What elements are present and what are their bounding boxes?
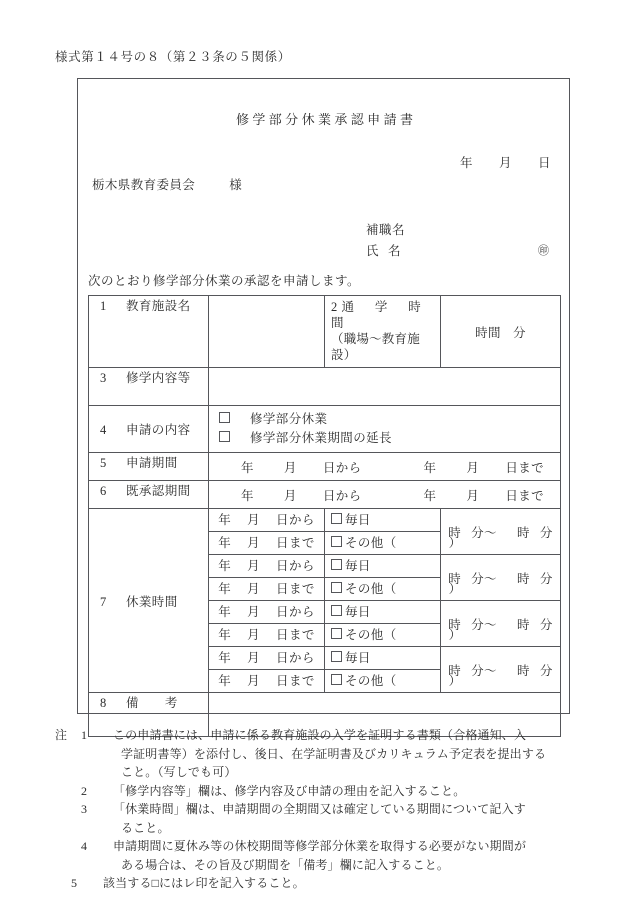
table-row-application-content [89,406,561,453]
label-education-facility [89,296,208,367]
commute-label-line1: 通 学 時 間 [331,300,442,330]
lh2-to-year: 年 [218,582,232,596]
cell-leave-freq-other-4[interactable] [325,670,462,693]
label-application-content [89,420,208,438]
value-commute-time [441,323,560,341]
row-label-1: 教育施設名 [126,299,191,313]
option-row-partial-leave[interactable] [219,410,560,429]
checkbox-other-4-icon[interactable] [331,674,342,685]
cell-label-education-facility [89,296,209,368]
cell-leave-freq-other-2[interactable] [325,578,462,601]
row-label-7: 休業時間 [126,594,178,609]
cell-label-leave-hours [89,509,209,693]
lh4-start-m: 分～ [471,663,497,678]
lh1-other-label: その他（ [345,536,397,550]
applicant-position-label: 補職名 [366,223,406,237]
lh4-start-h: 時 [448,663,462,678]
note-item-1 [55,726,585,782]
lh2-start-h: 時 [448,571,462,586]
lh3-end-h: 時 [516,617,530,632]
note-marker-2: 2 [81,783,88,798]
cell-leave-freq-daily-3[interactable] [325,601,441,624]
cell-leave-date-from-3[interactable] [209,601,325,624]
row-number-6: 6 [100,484,107,498]
lh2-from-day: 日から [276,559,315,573]
lh4-other-close: ） [448,674,462,688]
seal-icon: ㊞ [538,245,550,257]
row-number-5: 5 [100,456,107,470]
value-approved-period [209,486,560,504]
note-item-4 [55,837,585,874]
checkbox-other-2-icon[interactable] [331,582,342,593]
app-period-to-month: 月 [466,460,480,475]
date-month: 月 [498,156,512,170]
cell-label-approved-period [89,481,209,509]
lh4-from-year: 年 [218,651,232,665]
label-commute-time [325,296,440,367]
addressee-name: 栃木県教育委員会 [92,178,196,192]
table-row-application-period [89,453,561,481]
table-row-approved-period [89,481,561,509]
cell-leave-date-from-4[interactable] [209,647,325,670]
lh1-to-day: 日まで [276,536,315,550]
checkbox-partial-leave-icon[interactable] [219,412,230,423]
commute-minute-unit: 分 [512,325,526,340]
leave-date-from-2 [209,555,324,577]
appr-period-to-year: 年 [423,488,437,503]
note-marker-3: 3 [81,802,88,816]
leave-date-from-1 [209,509,324,531]
appr-period-from-year: 年 [241,488,254,503]
row-number-8: 8 [100,696,107,710]
lh4-to-month: 月 [247,674,261,688]
cell-leave-date-to-2[interactable] [209,578,325,601]
leave-freq-daily-4 [325,647,440,669]
note-text-2-line1: 「修学内容等」欄は、修学内容及び申請の理由を記入すること。 [113,783,466,798]
application-table [88,295,561,737]
row-number-4: 4 [100,423,107,437]
lh3-daily-label: 毎日 [345,605,371,619]
checkbox-extension-icon[interactable] [219,431,230,442]
cell-leave-date-from-2[interactable] [209,555,325,578]
lh2-to-month: 月 [247,582,261,596]
commute-hour-unit: 時間 [475,325,501,340]
table-row-leave-hours-1a [89,509,561,532]
lh3-other-label: その他（ [345,628,397,642]
lh4-end-m: 分 [539,663,553,678]
table-row-study-content [89,368,561,406]
row-label-5: 申請期間 [126,456,178,470]
lh2-daily-label: 毎日 [345,559,371,573]
appr-period-to-day: 日まで [505,488,545,503]
applicant-name-row [366,241,550,262]
note-marker-4: 4 [81,839,88,853]
form-number: 様式第１４号の８（第２３条の５関係） [55,50,291,64]
row-number-2: 2 [331,300,342,314]
app-period-from-year: 年 [241,460,254,475]
note-item-2 [55,782,585,801]
label-leave-hours [89,592,208,610]
cell-leave-freq-daily-4[interactable] [325,647,441,670]
lh3-start-h: 時 [448,617,462,632]
lh2-from-year: 年 [218,559,232,573]
lh3-to-day: 日まで [276,628,315,642]
row-label-3: 修学内容等 [126,371,191,385]
note-text-4-line2: ある場合は、その旨及び期間を「備考」欄に記入すること。 [121,857,450,872]
lh1-to-month: 月 [247,536,261,550]
cell-value-application-period[interactable] [209,453,561,481]
leave-freq-other-1 [325,532,462,554]
lh4-other-label: その他（ [345,674,397,688]
note-text-5: 該当する□にはレ印を記入すること。 [103,876,305,890]
lh2-to-day: 日まで [276,582,315,596]
lh1-start-m: 分～ [471,525,497,540]
cell-value-commute-time[interactable] [441,296,561,368]
cell-leave-date-to-4[interactable] [209,670,325,693]
applicant-block [366,220,550,262]
app-period-to-day: 日まで [505,460,545,475]
row-number-3: 3 [100,371,107,385]
applicant-position-row [366,220,405,241]
note-text-1-line3: こと。（写しでも可） [121,765,237,779]
label-application-period [89,453,208,480]
notes-section [55,726,585,893]
app-period-from-month: 月 [283,460,297,475]
label-study-content [89,368,208,405]
row-number-1: 1 [100,299,107,313]
note-text-4-line1: 申請期間に夏休み等の休校期間等修学部分休業を取得する必要がない期間が [113,839,527,853]
lh4-to-day: 日まで [276,674,315,688]
cell-leave-date-to-1[interactable] [209,532,325,555]
applicant-name-label-a: 氏 [366,244,380,258]
date-year: 年 [459,156,473,170]
cell-label-application-content [89,406,209,453]
cell-leave-freq-daily-1[interactable] [325,509,441,532]
note-marker-1: 1 [81,728,88,742]
cell-label-commute-time [325,296,441,368]
value-study-content [209,383,560,391]
note-text-1-line2: 学証明書等）を添付し、後日、在学証明書及びカリキュラム予定表を提出する [121,746,547,761]
leave-date-to-1 [209,532,324,554]
lh1-to-year: 年 [218,536,232,550]
row-number-7: 7 [100,594,107,609]
addressee [92,175,242,193]
cell-label-study-content [89,368,209,406]
leave-freq-other-4 [325,670,462,692]
lh1-end-h: 時 [516,525,530,540]
lh3-to-year: 年 [218,628,232,642]
note-text-3-line1: 「休業時間」欄は、申請期間の全期間又は確定している期間について記入す [113,802,526,816]
applicant-name-label-b: 名 [388,244,402,258]
leave-date-to-3 [209,624,324,646]
addressee-honorific: 様 [229,178,243,192]
leave-freq-daily-3 [325,601,440,623]
lh1-start-h: 時 [448,525,462,540]
checkbox-daily-4-icon[interactable] [331,651,342,662]
lh2-start-m: 分～ [471,571,497,586]
option-row-extension[interactable] [219,429,560,448]
appr-period-from-day: 日から [322,488,362,503]
lh2-end-m: 分 [539,571,553,586]
lh2-other-close: ） [448,582,462,596]
lh3-from-day: 日から [276,605,315,619]
lh1-daily-label: 毎日 [345,513,371,527]
note-item-5 [55,874,585,893]
cell-leave-freq-other-1[interactable] [325,532,462,555]
lh2-from-month: 月 [247,559,261,573]
lh1-other-close: ） [448,536,462,550]
table-row-education-facility [89,296,561,368]
value-application-period [209,458,560,476]
value-education-facility [209,328,324,336]
leave-freq-other-2 [325,578,462,600]
notes-label: 注 [55,728,68,742]
note-item-3 [55,800,585,837]
leave-freq-other-3 [325,624,462,646]
cell-leave-date-to-3[interactable] [209,624,325,647]
note-marker-5: 5 [71,876,78,890]
lh4-from-day: 日から [276,651,315,665]
lh2-other-label: その他（ [345,582,397,596]
leave-date-to-2 [209,578,324,600]
form-outer-box [77,78,570,714]
appr-period-from-month: 月 [283,488,297,503]
cell-value-application-content [209,406,561,453]
leave-date-to-4 [209,670,324,692]
cell-label-application-period [89,453,209,481]
label-approved-period [89,481,208,508]
leave-freq-daily-2 [325,555,440,577]
cell-value-education-facility[interactable] [209,296,325,368]
document-title: 修学部分休業承認申請書 [235,112,417,127]
lh3-from-month: 月 [247,605,261,619]
note-text-3-line2: ること。 [121,820,170,835]
leave-date-from-4 [209,647,324,669]
cell-value-study-content[interactable] [209,368,561,406]
date-line [460,153,551,171]
lh4-from-month: 月 [247,651,261,665]
leave-date-from-3 [209,601,324,623]
lh4-end-h: 時 [516,663,530,678]
cell-leave-freq-daily-2[interactable] [325,555,441,578]
note-text-1-line1: この申請書には、申請に係る教育施設の入学を証明する書類（合格通知、入 [113,728,527,742]
lh2-end-h: 時 [516,571,530,586]
value-remarks [209,711,560,719]
lh3-from-year: 年 [218,605,232,619]
row-label-8a: 備 [126,696,139,710]
commute-label-line2: （職場～教育施設） [331,332,420,362]
lh4-daily-label: 毎日 [345,651,371,665]
lh3-end-m: 分 [539,617,553,632]
application-options [209,406,560,452]
lh3-other-close: ） [448,628,462,642]
lh4-to-year: 年 [218,674,232,688]
lh1-from-month: 月 [247,513,261,527]
leave-freq-daily-1 [325,509,440,531]
checkbox-daily-1-icon[interactable] [331,513,342,524]
lh1-end-m: 分 [539,525,553,540]
row-label-8b: 考 [164,696,178,710]
option-label-partial-leave: 修学部分休業 [250,412,328,426]
lead-sentence: 次のとおり修学部分休業の承認を申請します。 [88,274,361,288]
row-label-6: 既承認期間 [126,484,191,498]
lh1-from-day: 日から [276,513,315,527]
cell-leave-date-from-1[interactable] [209,509,325,532]
cell-value-approved-period[interactable] [209,481,561,509]
row-label-4: 申請の内容 [126,423,191,437]
app-period-to-year: 年 [423,460,437,475]
lh3-start-m: 分～ [471,617,497,632]
lh1-from-year: 年 [218,513,232,527]
lh3-to-month: 月 [247,628,261,642]
checkbox-other-3-icon[interactable] [331,628,342,639]
checkbox-daily-3-icon[interactable] [331,605,342,616]
checkbox-other-1-icon[interactable] [331,536,342,547]
option-label-extension: 修学部分休業期間の延長 [250,431,392,445]
cell-leave-freq-other-3[interactable] [325,624,462,647]
app-period-from-day: 日から [322,460,362,475]
date-day: 日 [537,156,551,170]
checkbox-daily-2-icon[interactable] [331,559,342,570]
appr-period-to-month: 月 [466,488,480,503]
